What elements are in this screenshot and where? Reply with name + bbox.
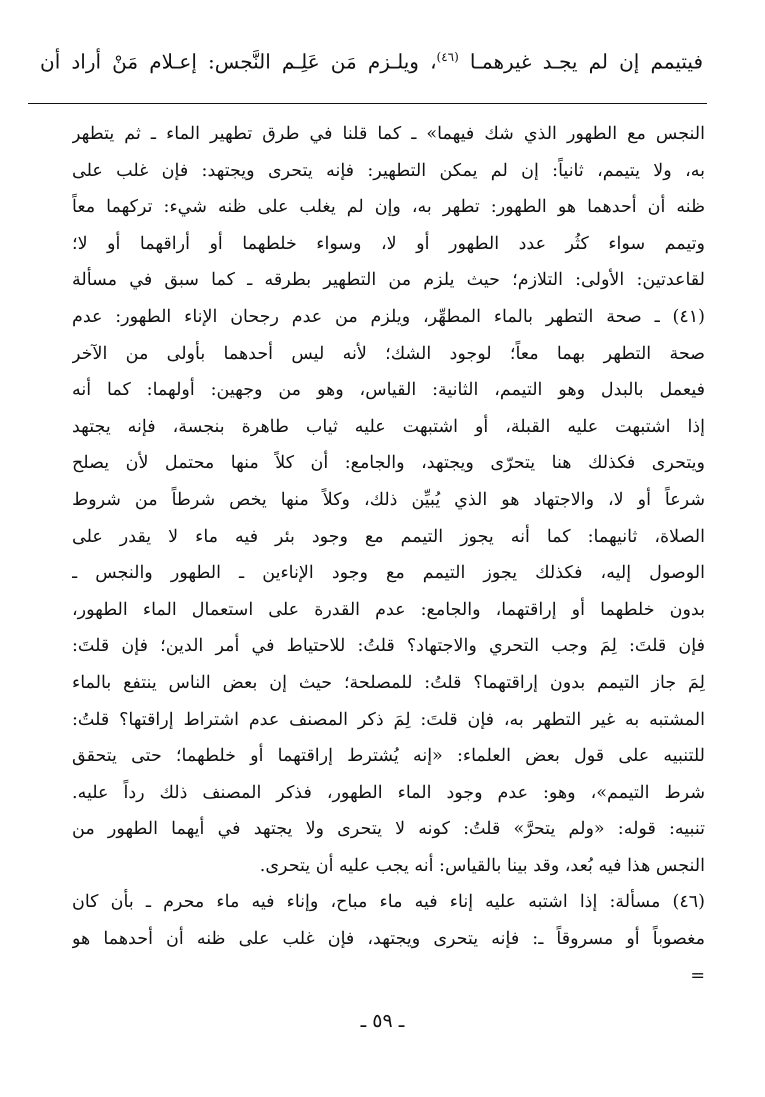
text-line: لِمَ جاز التيمم بدون إراقتهما؟ قلتُ: للمصلحة؛ حيث إن بعض الناس ينتفع بالماء bbox=[72, 672, 705, 693]
text-line: فيعمل بالبدل وهو التيمم، الثانية: القياس، وهو من وجهين: أولهما: كما أنه bbox=[72, 380, 705, 401]
text-line: لقاعدتين: الأولى: التلازم؛ حيث يلزم من التطهير بطرقه ـ كما سبق في مسألة bbox=[72, 270, 705, 291]
text-line: (٤١) ـ صحة التطهر بالماء المطهِّر، ويلزم من عدم رجحان الإناء الطهور: عدم bbox=[72, 306, 705, 327]
text-line: للتنبيه على قول بعض العلماء: «إنه يُشترط إراقتهما أو خلطهما؛ حتى يتحقق bbox=[72, 746, 705, 767]
header-divider bbox=[28, 103, 707, 104]
text-line: ظنه أن أحدهما هو الطهور: تطهر به، وإن لم يغلب على ظنه شيء: تركهما معاً bbox=[72, 197, 705, 218]
text-line: ويتحرى فكذلك هنا يتحرّى ويجتهد، والجامع: أن كلاً منها محتمل لأن يصلح bbox=[72, 453, 705, 474]
text-line: النجس مع الطهور الذي شك فيهما» ـ كما قلنا في طرق تطهير الماء ـ ثم يتطهر bbox=[72, 124, 705, 144]
text-line: بدون خلطهما أو إراقتهما، والجامع: عدم القدرة على استعمال الماء الطهور، bbox=[72, 599, 705, 620]
page-number: ـ ٥٩ ـ bbox=[360, 1010, 405, 1032]
page-header bbox=[40, 42, 703, 77]
text-line: فإن قلتَ: لِمَ وجب التحري والاجتهاد؟ قلتُ: للاحتياط في أمر الدين؛ فإن قلتَ: bbox=[72, 636, 705, 657]
commentary-text bbox=[72, 116, 705, 994]
text-line: (٤٦) مسألة: إذا اشتبه عليه إناء فيه ماء مباح، وإناء فيه ماء محرم ـ بأن كان bbox=[72, 892, 705, 913]
text-line: النجس هذا فيه بُعد، وقد بينا بالقياس: أنه يجب عليه أن يتحرى. bbox=[259, 855, 705, 876]
header-text-start: فيتيمم إن لم يجـد غيرهمـا bbox=[469, 49, 703, 74]
text-line: شرعاً أو لا، والاجتهاد هو الذي يُبيِّن ذلك، وكلاً منها يخص شرطاً من شروط bbox=[72, 489, 705, 510]
text-line: الصلاة، ثانيهما: كما أنه يجوز التيمم مع وجود بئر فيه ماء لا يقدر على bbox=[72, 526, 705, 547]
text-line: إذا اشتبهت عليه القبلة، أو اشتبهت عليه ثياب طاهرة بنجسة، فإنه يجتهد bbox=[72, 416, 705, 437]
text-line: المشتبه به غير التطهر به، فإن قلتَ: لِمَ ذكر المصنف عدم اشتراط إراقتها؟ قلتُ: bbox=[72, 709, 705, 730]
text-line: به، ولا يتيمم، ثانياً: إن لم يمكن التطهير: فإنه يتحرى ويجتهد: فإن غلب على bbox=[72, 160, 705, 181]
text-line: الوصول إليه، فكذلك يجوز التيمم مع وجود الإناءين ـ الطهور والنجس ـ bbox=[72, 563, 705, 584]
text-line: تنبيه: قوله: «ولم يتحرَّ» قلتُ: كونه لا يتحرى ولا يجتهد في أيهما الطهور من bbox=[72, 819, 705, 840]
text-line: شرط التيمم»، وهو: عدم وجود الماء الطهور، فذكر المصنف ذلك رداً عليه. bbox=[72, 782, 705, 803]
text-line: وتيمم سواء كثُر عدد الطهور أو لا، وسواء خلطهما أو أراقهما أو لا؛ bbox=[72, 233, 705, 254]
header-text-end: ، ويلـزم مَن عَلِـم النَّجس: إعـلام مَنْ أراد أن bbox=[40, 49, 437, 74]
text-line: صحة التطهر بهما معاً؛ لوجود الشك؛ لأنه ليس أحدهما بأولى من الآخر bbox=[72, 343, 705, 364]
footnote-marker: (٤٦) bbox=[436, 50, 459, 64]
text-line: مغصوباً أو مسروقاً ـ: فإنه يتحرى ويجتهد، فإن غلب على ظنه أن أحدهما هو bbox=[72, 929, 705, 950]
text-line: = bbox=[690, 965, 705, 986]
